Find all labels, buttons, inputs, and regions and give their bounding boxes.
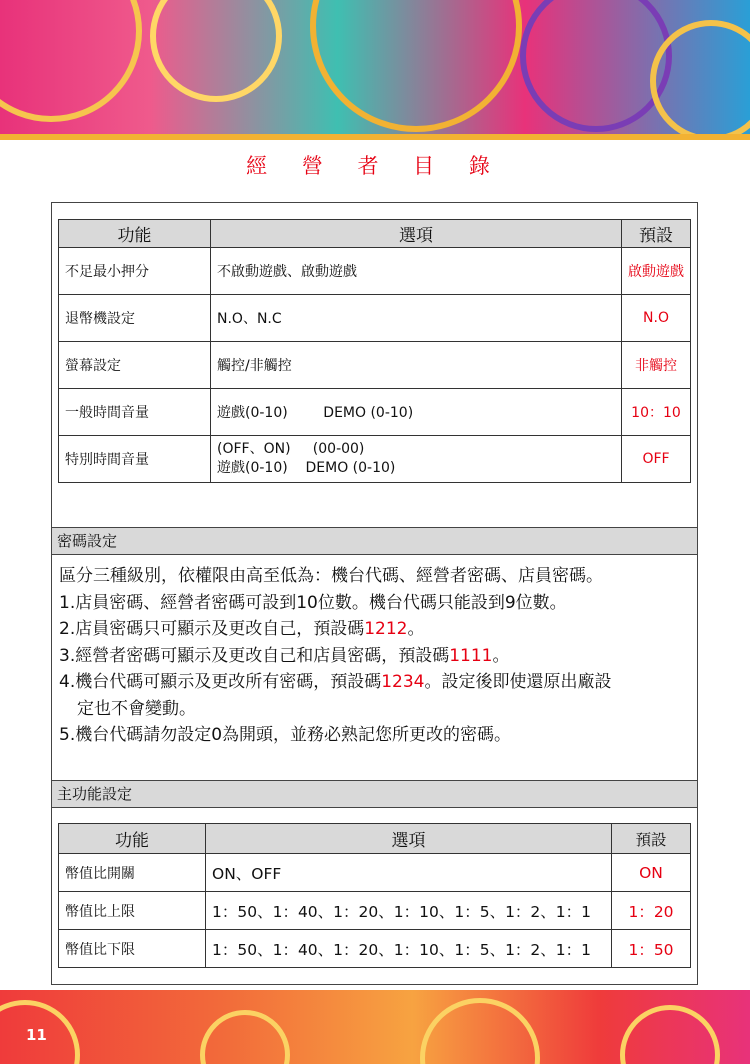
table-row (59, 436, 691, 483)
list-item: 2.店員密碼只可顯示及更改自己，預設碼1212。 (59, 619, 425, 639)
row-default: 1：20 (612, 892, 691, 930)
row-options: 1：50、1：40、1：20、1：10、1：5、1：2、1：1 (206, 892, 612, 930)
list-item: 3.經營者密碼可顯示及更改自己和店員密碼，預設碼1111。 (59, 645, 510, 666)
row-options: 遊戲(0-10) DEMO (0-10) (211, 389, 622, 436)
header-options: 選項 (206, 824, 612, 854)
password-section-heading: 密碼設定 (52, 527, 697, 555)
row-options (211, 436, 622, 483)
list-item: 定也不會變動。 (77, 698, 196, 719)
row-function: 幣值比下限 (59, 930, 206, 968)
row-function: 不足最小押分 (59, 248, 211, 295)
row-options: 1：50、1：40、1：20、1：10、1：5、1：2、1：1 (206, 930, 612, 968)
table-row (59, 295, 691, 342)
row-default: 非觸控 (622, 342, 691, 389)
header-function: 功能 (59, 220, 211, 248)
coin-ratio-table (58, 823, 691, 968)
table-row (59, 854, 691, 892)
main-section-heading: 主功能設定 (52, 780, 697, 808)
default-code: 1234 (381, 672, 425, 692)
page-title: 經 營 者 目 錄 (246, 154, 504, 178)
table-row (59, 389, 691, 436)
row-function: 特別時間音量 (59, 436, 211, 483)
table-header-row (59, 220, 691, 248)
option-line: 遊戲(0-10) DEMO (0-10) (217, 460, 396, 476)
settings-table (58, 219, 691, 483)
page-number: 11 (26, 1026, 47, 1044)
password-rules-list (59, 563, 695, 749)
row-default: 啟動遊戲 (622, 248, 691, 295)
table-header-row (59, 824, 691, 854)
default-code: 1212 (364, 619, 408, 639)
row-default: OFF (622, 436, 691, 483)
list-item: 5.機台代碼請勿設定0為開頭，並務必熟記您所更改的密碼。 (59, 725, 512, 745)
row-function: 幣值比上限 (59, 892, 206, 930)
row-function: 退幣機設定 (59, 295, 211, 342)
list-item: 4.機台代碼可顯示及更改所有密碼，預設碼1234。設定後即使還原出廠設 (59, 672, 612, 692)
table-row (59, 930, 691, 968)
row-options: 觸控/非觸控 (211, 342, 622, 389)
row-options: ON、OFF (206, 854, 612, 892)
default-code: 1111 (449, 645, 493, 666)
row-function: 螢幕設定 (59, 342, 211, 389)
top-decorative-banner (0, 0, 750, 140)
row-options: 不啟動遊戲、啟動遊戲 (211, 248, 622, 295)
row-function: 一般時間音量 (59, 389, 211, 436)
option-line: (OFF、ON) (00-00) (217, 441, 365, 457)
row-default: N.O (622, 295, 691, 342)
row-default: ON (612, 854, 691, 892)
row-options: N.O、N.C (211, 295, 622, 342)
table-row (59, 892, 691, 930)
list-item: 1.店員密碼、經營者密碼可設到10位數。機台代碼只能設到9位數。 (59, 592, 567, 613)
header-default: 預設 (622, 220, 691, 248)
list-item: 區分三種級別，依權限由高至低為：機台代碼、經營者密碼、店員密碼。 (59, 566, 603, 586)
bottom-decorative-banner (0, 990, 750, 1064)
row-function: 幣值比開關 (59, 854, 206, 892)
table-row (59, 248, 691, 295)
row-default: 10：10 (622, 389, 691, 436)
header-function: 功能 (59, 824, 206, 854)
header-default: 預設 (612, 824, 691, 854)
table-row (59, 342, 691, 389)
header-options: 選項 (211, 220, 622, 248)
row-default: 1：50 (612, 930, 691, 968)
